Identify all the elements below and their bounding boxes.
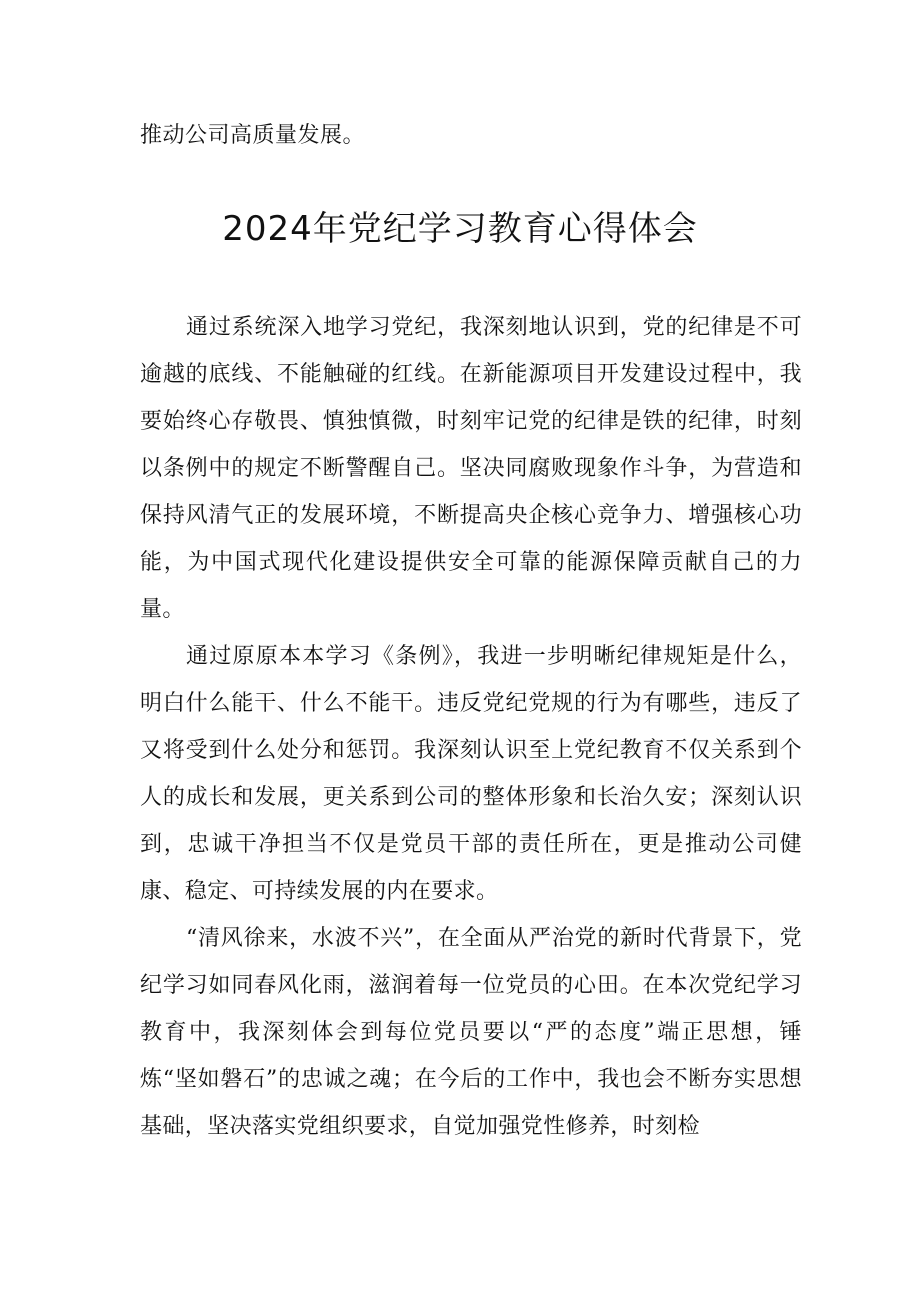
paragraph-2: 通过原原本本学习《条例》，我进一步明晰纪律规矩是什么，明白什么能干、什么不能干。违反党纪党规的行为有哪些，违反了又将受到什么处分和惩罚。我深刻认识至上党纪教育不仅关系到个人的成长和发展，更关系到公司的整体形象和长治久安；深刻认识到，忠诚干净担当不仅是党员干部的责任所在，更是推动公司健康、稳定、可持续发展的内在要求。 bbox=[140, 644, 802, 904]
document-title: 2024年党纪学习教育心得体会 bbox=[222, 209, 698, 249]
paragraph-3: “清风徐来，水波不兴”，在全面从严治党的新时代背景下，党纪学习如同春风化雨，滋润着每一位党员的心田。在本次党纪学习教育中，我深刻体会到每位党员要以“严的态度”端正思想，锤炼“坚如磐石”的忠诚之魂；在今后的工作中，我也会不断夯实思想基础，坚决落实党组织要求，自觉加强党性修养，时刻检 bbox=[140, 926, 802, 1139]
paragraph-1: 通过系统深入地学习党纪，我深刻地认识到，党的纪律是不可逾越的底线、不能触碰的红线。在新能源项目开发建设过程中，我要始终心存敬畏、慎独慎微，时刻牢记党的纪律是铁的纪律，时刻以条例中的规定不断警醒自己。坚决同腐败现象作斗争，为营造和保持风清气正的发展环境，不断提高央企核心竞争力、增强核心功能，为中国式现代化建设提供安全可靠的能源保障贡献自己的力量。 bbox=[140, 315, 802, 622]
document-body bbox=[140, 304, 802, 1150]
previous-page-continuation: 推动公司高质量发展。 bbox=[140, 123, 366, 148]
